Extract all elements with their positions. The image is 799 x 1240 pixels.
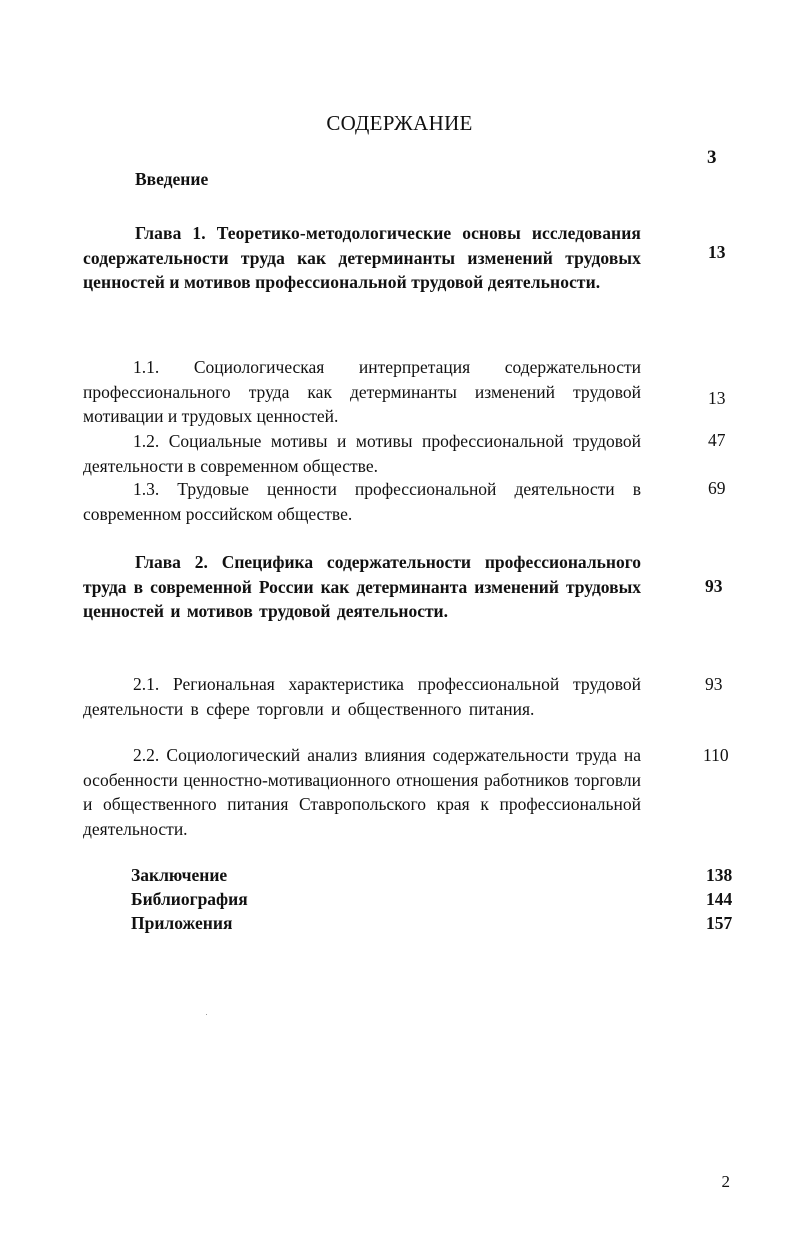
toc-page-intro: 3 — [707, 147, 717, 168]
toc-page-section-1-3: 69 — [708, 478, 726, 498]
toc-entry-chapter-1: Глава 1. Теоретико-методологические основы исследования содержательности труда как детерминанты изменений трудовых ценностей и мотивов профессиональной трудовой деятельности. — [83, 223, 641, 292]
toc-entry-appendices: Приложения — [131, 913, 233, 933]
toc-entry-section-2-1: 2.1. Региональная характеристика профессиональной трудовой деятельности в сфере торговли и общественного питания. — [83, 674, 641, 719]
toc-entry-intro: Введение — [135, 169, 209, 189]
page-title: СОДЕРЖАНИЕ — [326, 111, 473, 135]
toc-entry-section-1-2: 1.2. Социальные мотивы и мотивы профессиональной трудовой деятельности в современном обществе. — [83, 431, 641, 476]
toc-page-chapter-2: 93 — [705, 576, 723, 596]
toc-page-section-2-2: 110 — [703, 745, 729, 765]
toc-entry-section-1-1: 1.1. Социологическая интерпретация содержательности профессионального труда как детерминанты изменений трудовой мотивации и трудовых ценностей. — [83, 357, 641, 426]
scan-speck — [206, 1014, 207, 1015]
toc-page-appendices: 157 — [706, 913, 733, 933]
toc-page-section-1-1: 13 — [708, 388, 726, 408]
toc-entry-conclusion: Заключение — [131, 865, 228, 885]
toc-entry-section-2-2: 2.2. Социологический анализ влияния содержательности труда на особенности ценностно-мотивационного отношения работников торговли и общественного питания Ставропольского края к профессиональной деятельности. — [83, 745, 641, 839]
toc-page-conclusion: 138 — [706, 865, 733, 885]
page-number: 2 — [721, 1172, 730, 1191]
toc-page-chapter-1: 13 — [708, 242, 726, 262]
toc-entry-bibliography: Библиография — [131, 889, 248, 909]
toc-page-section-1-2: 47 — [708, 430, 726, 450]
toc-entry-section-1-3: 1.3. Трудовые ценности профессиональной деятельности в современном российском обществе. — [83, 479, 641, 524]
toc-page-bibliography: 144 — [706, 889, 733, 909]
toc-page-section-2-1: 93 — [705, 674, 723, 694]
toc-entry-chapter-2: Глава 2. Специфика содержательности профессионального труда в современной России как детерминанта изменений трудовых ценностей и мотивов трудовой деятельности. — [83, 552, 641, 621]
